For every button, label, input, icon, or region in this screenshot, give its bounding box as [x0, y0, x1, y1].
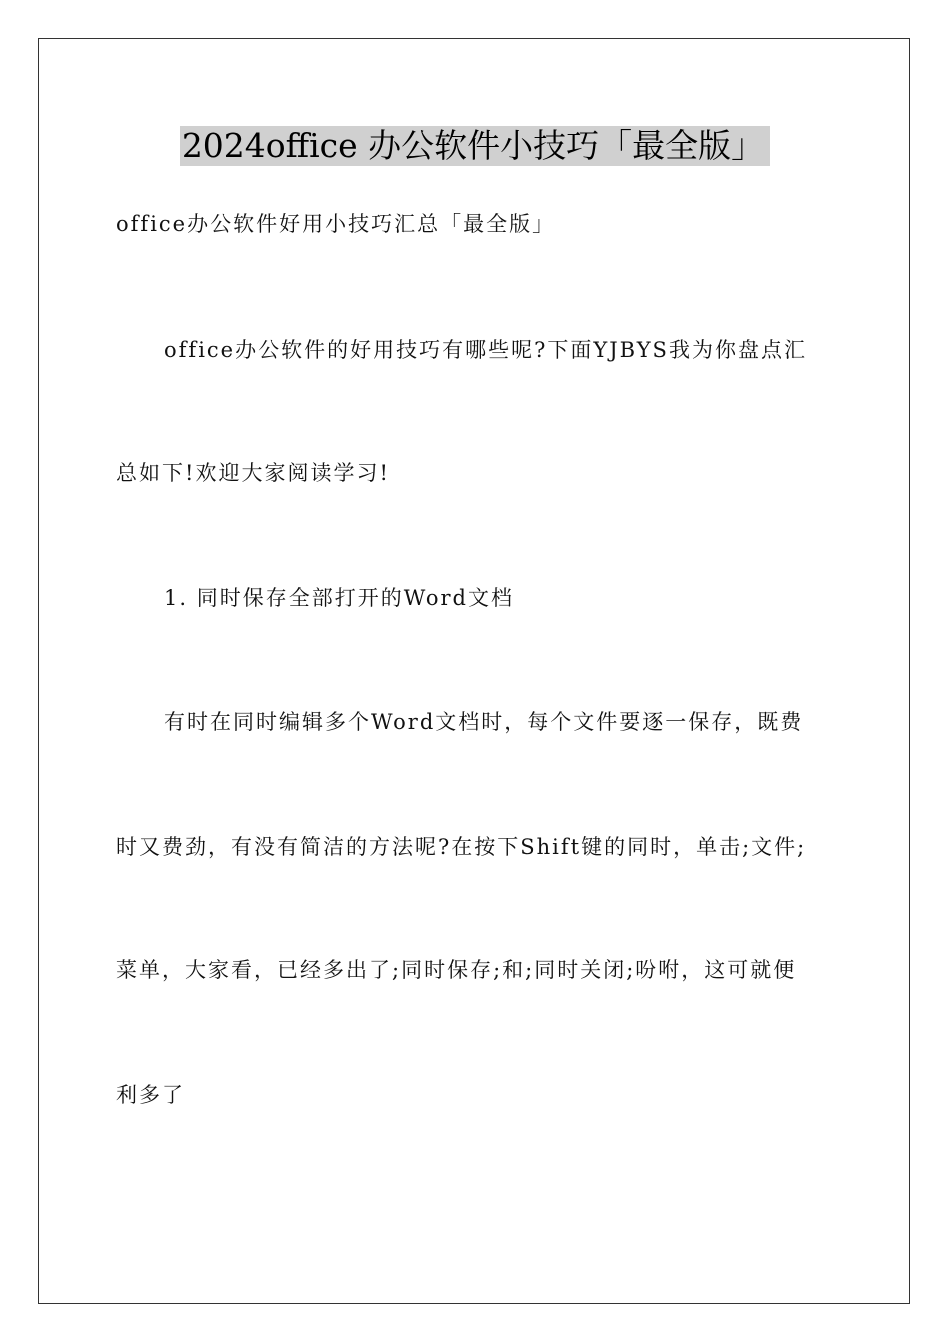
title-container: [0, 126, 950, 166]
intro-line-1: office办公软件的好用技巧有哪些呢?下面YJBYS我为你盘点汇: [164, 338, 807, 362]
section-heading-1: 1. 同时保存全部打开的Word文档: [164, 586, 514, 610]
body-line-4: 利多了: [116, 1083, 185, 1107]
body-line-2: 时又费劲，有没有简洁的方法呢?在按下Shift键的同时，单击;文件;: [116, 835, 807, 859]
document-title: 2024office 办公软件小技巧「最全版」: [180, 126, 770, 166]
subtitle-line: office办公软件好用小技巧汇总「最全版」: [116, 212, 556, 236]
intro-line-2: 总如下!欢迎大家阅读学习!: [116, 461, 390, 485]
body-line-1: 有时在同时编辑多个Word文档时，每个文件要逐一保存，既费: [164, 710, 804, 734]
body-line-3: 菜单，大家看，已经多出了;同时保存;和;同时关闭;吩咐，这可就便: [116, 958, 797, 982]
